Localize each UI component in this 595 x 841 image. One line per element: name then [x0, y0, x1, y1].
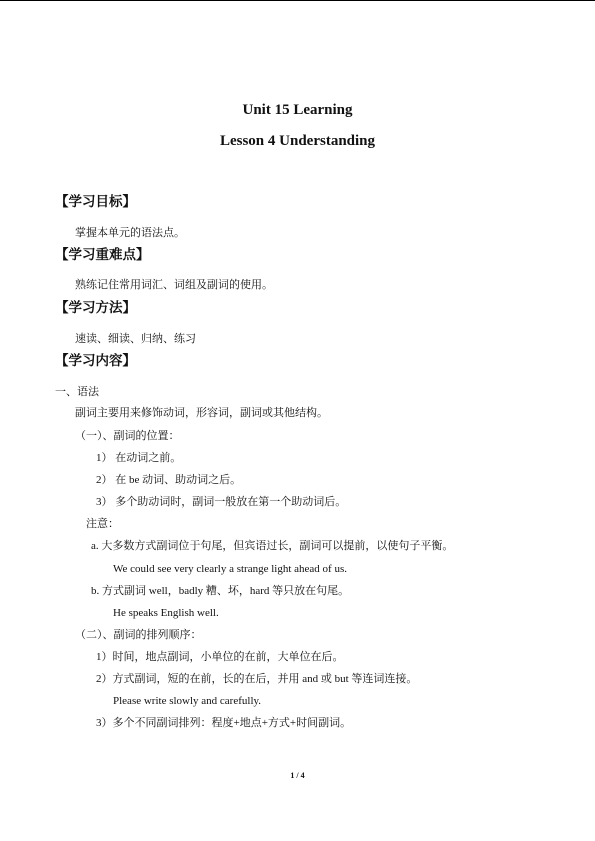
goal-text: 掌握本单元的语法点。	[75, 227, 185, 239]
order-item: 1）时间，地点副词，小单位的在前，大单位在后。	[96, 651, 344, 663]
section-heading-goal: 【学习目标】	[55, 194, 136, 210]
position-item: 2） 在 be 动词、助动词之后。	[96, 474, 242, 486]
section-heading-method: 【学习方法】	[55, 300, 136, 316]
position-heading: （一）、副词的位置：	[75, 430, 180, 442]
order-heading: （二）、副词的排列顺序：	[75, 629, 202, 641]
order-example: Please write slowly and carefully.	[113, 695, 262, 707]
order-item: 3）多个不同副词排列：程度+地点+方式+时间副词。	[96, 717, 352, 729]
note-a-example: We could see very clearly a strange light ahead of us.	[113, 563, 347, 575]
position-item: 1） 在动词之前。	[96, 452, 182, 464]
note-b: b. 方式副词 well，badly 糟、坏，hard 等只放在句尾。	[91, 585, 350, 597]
position-item: 3） 多个助动词时，副词一般放在第一个助动词后。	[96, 496, 347, 508]
grammar-heading: 一、语法	[55, 386, 99, 398]
method-text: 速读、细读、归纳、练习	[75, 333, 196, 345]
section-heading-key: 【学习重难点】	[55, 247, 150, 263]
page-number: 1 / 4	[290, 771, 305, 780]
note-label: 注意：	[86, 518, 119, 530]
document-title: Unit 15 Learning	[242, 102, 353, 118]
order-item: 2）方式副词，短的在前，长的在后，并用 and 或 but 等连词连接。	[96, 673, 418, 685]
grammar-intro: 副词主要用来修饰动词，形容词，副词或其他结构。	[75, 407, 328, 419]
key-text: 熟练记住常用词汇、词组及副词的使用。	[75, 279, 273, 291]
section-heading-content: 【学习内容】	[55, 353, 136, 369]
document-subtitle: Lesson 4 Understanding	[219, 133, 376, 149]
note-b-example: He speaks English well.	[113, 607, 219, 619]
note-a: a. 大多数方式副词位于句尾，但宾语过长，副词可以提前，以使句子平衡。	[91, 540, 454, 552]
top-border	[0, 0, 595, 1]
